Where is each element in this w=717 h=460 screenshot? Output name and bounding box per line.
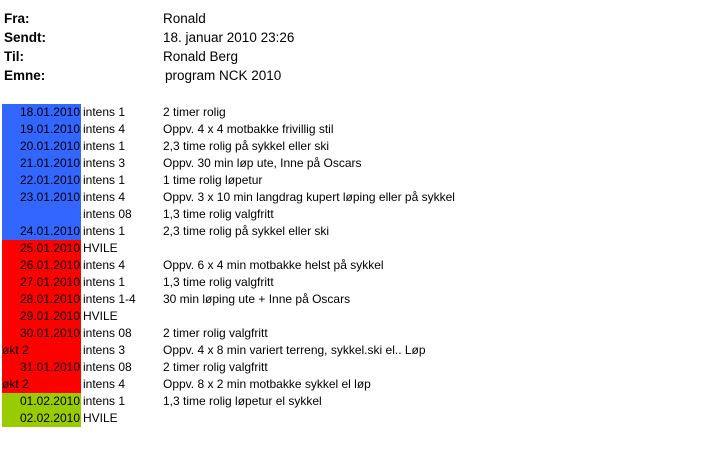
intensity-cell: intens 1 <box>83 173 126 187</box>
intensity-cell: intens 08 <box>83 360 132 374</box>
date-cell <box>2 359 81 376</box>
date-text: 23.01.2010 <box>19 190 80 204</box>
schedule-row <box>0 121 717 138</box>
date-cell <box>2 172 81 189</box>
date-text: 27.01.2010 <box>19 275 80 289</box>
date-text: 31.01.2010 <box>19 360 80 374</box>
date-text: 29.01.2010 <box>19 309 80 323</box>
intensity-cell: HVILE <box>83 309 118 323</box>
date-text: 19.01.2010 <box>19 122 80 136</box>
subject-label: Emne: <box>4 68 46 83</box>
date-text: 18.01.2010 <box>19 105 80 119</box>
intensity-cell: HVILE <box>83 241 118 255</box>
date-cell <box>2 410 81 427</box>
schedule-row <box>0 308 717 325</box>
intensity-cell: intens 1 <box>83 275 126 289</box>
program-cell: Oppv. 30 min løp ute, Inne på Oscars <box>163 156 362 170</box>
date-text: 25.01.2010 <box>19 241 80 255</box>
program-cell: Oppv. 3 x 10 min langdrag kupert løping eller på sykkel <box>163 190 455 204</box>
date-cell <box>2 189 81 206</box>
to-value: Ronald Berg <box>163 49 239 64</box>
intensity-cell: HVILE <box>83 411 118 425</box>
schedule-row <box>0 325 717 342</box>
date-cell <box>2 308 81 325</box>
intensity-cell: intens 4 <box>83 377 126 391</box>
schedule-row <box>0 291 717 308</box>
date-cell <box>2 104 81 121</box>
program-cell: Oppv. 8 x 2 min motbakke sykkel el løp <box>163 377 371 391</box>
schedule-row <box>0 240 717 257</box>
header-sent-row <box>0 28 717 47</box>
program-cell: 1,3 time rolig valgfritt <box>163 275 274 289</box>
to-label: Til: <box>4 49 24 64</box>
schedule-row <box>0 359 717 376</box>
date-cell <box>2 291 81 308</box>
sent-label: Sendt: <box>4 30 46 45</box>
header-subject-row <box>0 66 717 85</box>
intensity-cell: intens 08 <box>83 326 132 340</box>
program-cell: 1 time rolig løpetur <box>163 173 263 187</box>
intensity-cell: intens 1-4 <box>83 292 136 306</box>
date-cell <box>2 257 81 274</box>
program-cell: Oppv. 4 x 8 min variert terreng, sykkel.ski el.. Løp <box>163 343 426 357</box>
date-text: 20.01.2010 <box>19 139 80 153</box>
date-cell <box>2 206 81 223</box>
schedule-row <box>0 189 717 206</box>
date-text: økt 2 <box>2 377 29 391</box>
schedule-row <box>0 410 717 427</box>
from-label: Fra: <box>4 11 30 26</box>
date-text: 26.01.2010 <box>19 258 80 272</box>
date-cell <box>2 342 81 359</box>
intensity-cell: intens 4 <box>83 122 126 136</box>
intensity-cell: intens 1 <box>83 394 126 408</box>
intensity-cell: intens 4 <box>83 258 126 272</box>
schedule-row <box>0 155 717 172</box>
program-cell: 30 min løping ute + Inne på Oscars <box>163 292 351 306</box>
date-cell <box>2 223 81 240</box>
program-cell: 2 timer rolig <box>163 105 226 119</box>
date-cell <box>2 155 81 172</box>
schedule-row <box>0 274 717 291</box>
intensity-cell: intens 1 <box>83 224 126 238</box>
schedule-row <box>0 342 717 359</box>
date-text: 28.01.2010 <box>19 292 80 306</box>
program-cell: 1,3 time rolig løpetur el sykkel <box>163 394 322 408</box>
schedule-row <box>0 223 717 240</box>
program-cell: Oppv. 4 x 4 motbakke frivillig stil <box>163 122 334 136</box>
date-text: 02.02.2010 <box>19 411 80 425</box>
date-text: økt 2 <box>2 343 29 357</box>
schedule-row <box>0 104 717 121</box>
schedule-row <box>0 393 717 410</box>
program-cell: 2 timer rolig valgfritt <box>163 326 268 340</box>
header-to-row <box>0 47 717 66</box>
schedule-row <box>0 138 717 155</box>
intensity-cell: intens 1 <box>83 105 126 119</box>
schedule-row <box>0 376 717 393</box>
date-text: 24.01.2010 <box>19 224 80 238</box>
date-cell <box>2 274 81 291</box>
intensity-cell: intens 3 <box>83 343 126 357</box>
date-cell <box>2 376 81 393</box>
intensity-cell: intens 1 <box>83 139 126 153</box>
intensity-cell: intens 08 <box>83 207 132 221</box>
schedule-row <box>0 172 717 189</box>
program-cell: 1,3 time rolig valgfritt <box>163 207 274 221</box>
date-cell <box>2 121 81 138</box>
from-value: Ronald <box>163 11 206 26</box>
schedule-row <box>0 206 717 223</box>
date-text <box>80 207 81 221</box>
program-cell: 2,3 time rolig på sykkel eller ski <box>163 139 330 153</box>
program-cell: 2 timer rolig valgfritt <box>163 360 268 374</box>
schedule-row <box>0 257 717 274</box>
date-text: 21.01.2010 <box>19 156 80 170</box>
date-cell <box>2 138 81 155</box>
training-schedule <box>0 104 717 427</box>
subject-value: program NCK 2010 <box>165 68 282 83</box>
date-cell <box>2 325 81 342</box>
intensity-cell: intens 3 <box>83 156 126 170</box>
program-cell: 2,3 time rolig på sykkel eller ski <box>163 224 330 238</box>
date-text: 22.01.2010 <box>19 173 80 187</box>
program-cell: Oppv. 6 x 4 min motbakke helst på sykkel <box>163 258 384 272</box>
sent-value: 18. januar 2010 23:26 <box>163 30 295 45</box>
date-cell <box>2 240 81 257</box>
header-from-row <box>0 9 717 28</box>
date-text: 30.01.2010 <box>19 326 80 340</box>
date-text: 01.02.2010 <box>19 394 80 408</box>
date-cell <box>2 393 81 410</box>
intensity-cell: intens 4 <box>83 190 126 204</box>
